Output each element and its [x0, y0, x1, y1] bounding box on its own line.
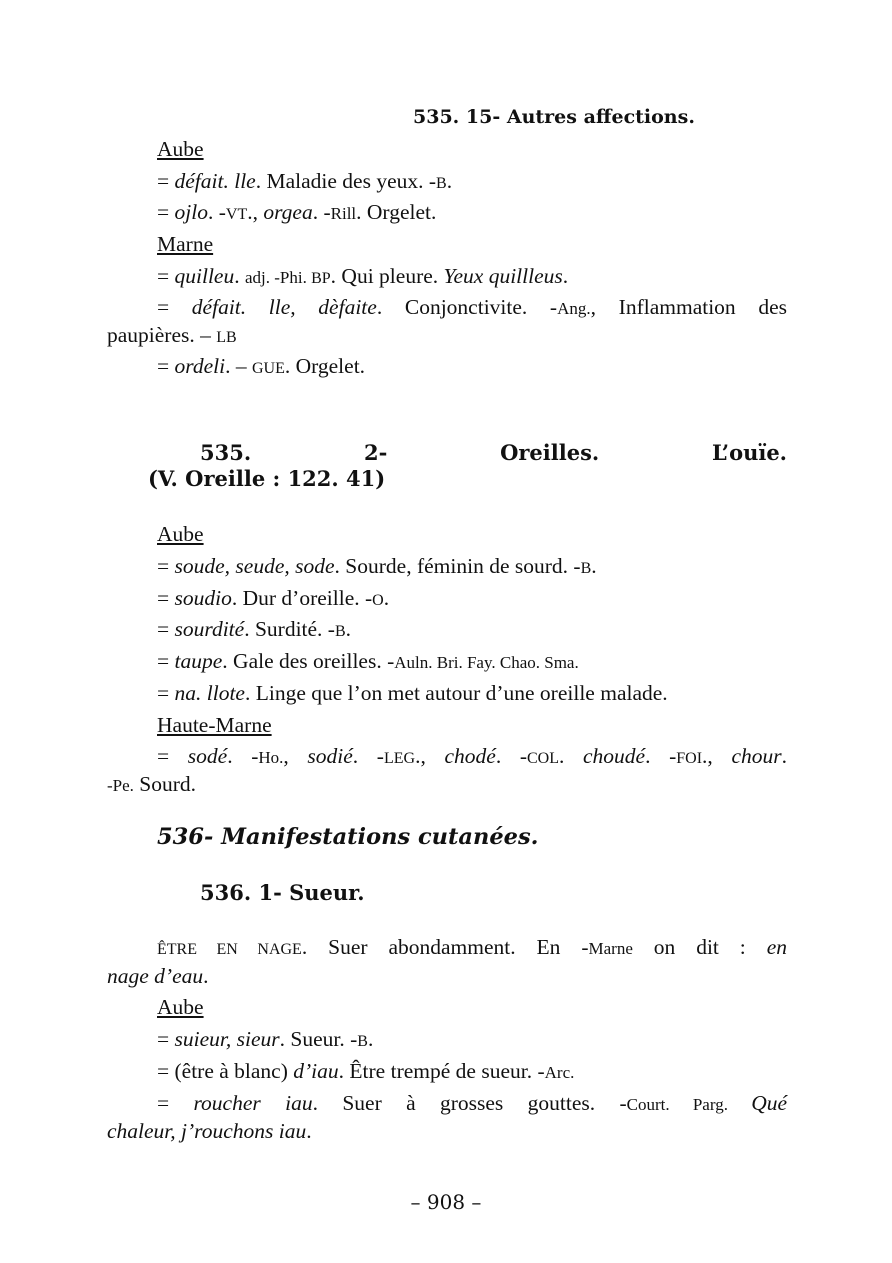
entry-soude: = soude, seude, sode. Sourde, féminin de sourd. -B.	[157, 554, 597, 578]
entry-suieur: = suieur, sieur. Sueur. -B.	[157, 1027, 374, 1051]
page-number: – 908 –	[410, 1190, 482, 1214]
entry-etre-en-nage: ÊTRE EN NAGE. Suer abondamment. En -Marne on dit : en	[157, 935, 787, 959]
entry-na-llote: = na. llote. Linge que l’on met autour d’une oreille malade.	[157, 681, 668, 705]
region-label-aube: Aube	[157, 995, 204, 1019]
section-heading-536: 536- Manifestations cutanées.	[157, 824, 539, 850]
entry-roucher-iau: = roucher iau. Suer à grosses gouttes. -Court. Parg. Qué	[157, 1091, 788, 1115]
entry-defait-continuation: paupières. – LB	[107, 323, 237, 347]
entry-soudio: = soudio. Dur d’oreille. -O.	[157, 586, 390, 610]
entry-defait: = défait. lle. Maladie des yeux. -B.	[157, 169, 453, 193]
entry-taupe: = taupe. Gale des oreilles. -Auln. Bri. Fay. Chao. Sma.	[157, 649, 579, 673]
entry-quilleu: = quilleu. adj. -Phi. BP. Qui pleure. Yeux quillleus.	[157, 264, 569, 288]
entry-sode-continuation: -Pe. Sourd.	[107, 772, 197, 796]
entry-etre-en-nage-continuation: nage d’eau.	[107, 964, 209, 988]
entry-ojlo: = ojlo. -VT., orgea. -Rill. Orgelet.	[157, 200, 437, 224]
region-label-aube: Aube	[157, 522, 204, 546]
entry-sode: = sodé. -Ho., sodié. -LEG., chodé. -COL. choudé. -FOI., chour.	[157, 744, 787, 768]
section-heading-cross-reference: (V. Oreille : 122. 41)	[148, 466, 386, 491]
section-heading-535-15: 535. 15- Autres affections.	[413, 106, 695, 128]
entry-roucher-iau-continuation: chaleur, j’rouchons iau.	[107, 1119, 312, 1143]
region-label-marne: Marne	[157, 232, 214, 256]
entry-sourdite: = sourdité. Surdité. -B.	[157, 617, 352, 641]
entry-ordeli: = ordeli. – GUE. Orgelet.	[157, 354, 366, 378]
section-heading-536-1: 536. 1- Sueur.	[200, 880, 365, 905]
region-label-haute-marne: Haute-Marne	[157, 713, 272, 737]
entry-defait-dèfaite: = défait. lle, dèfaite. Conjonctivite. -Ang., Inflammation des	[157, 295, 787, 319]
section-heading-535-2: 535. 2- Oreilles. L’ouïe.	[200, 440, 787, 465]
region-label-aube: Aube	[157, 137, 204, 161]
entry-diau: = (être à blanc) d’iau. Être trempé de sueur. -Arc.	[157, 1059, 575, 1083]
